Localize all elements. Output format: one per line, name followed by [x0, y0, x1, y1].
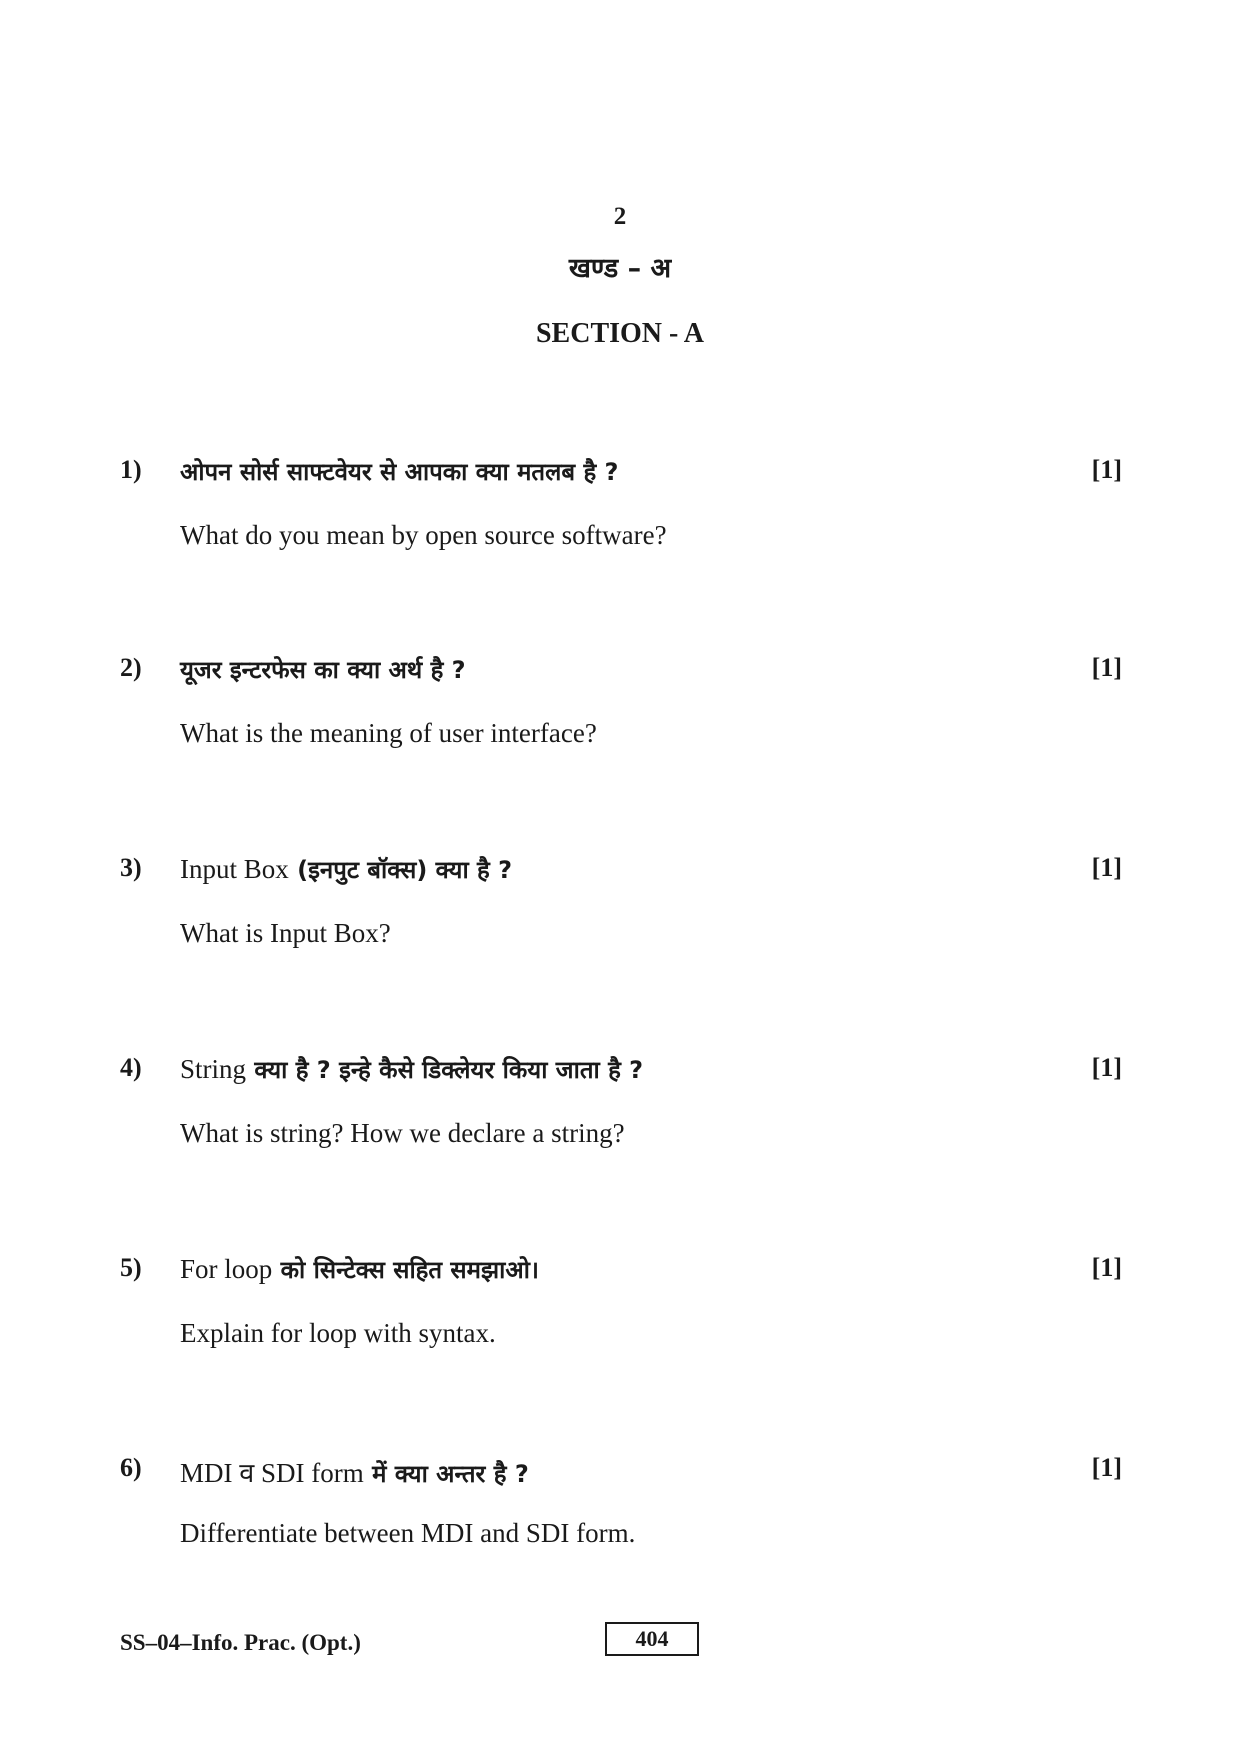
question-latin-prefix: String: [180, 1054, 247, 1084]
question-text-hindi: [180, 853, 512, 886]
question-text-english: Differentiate between MDI and SDI form.: [180, 1518, 636, 1548]
question-hindi-body: को सिन्टेक्स सहित समझाओ।: [280, 1256, 540, 1284]
question-text-hindi: [180, 653, 466, 686]
paper-code: SS–04–Info. Prac. (Opt.): [120, 1630, 361, 1655]
question-number: 5): [120, 1253, 142, 1282]
question-marks: [1]: [1091, 455, 1122, 484]
question-number: 6): [120, 1453, 142, 1482]
question-number: 4): [120, 1053, 142, 1082]
question-1: [0, 455, 1240, 575]
question-marks: [1]: [1091, 653, 1122, 682]
question-number: 3): [120, 853, 142, 882]
question-text-english: What do you mean by open source software?: [180, 520, 667, 550]
question-hindi-body: में क्या अन्तर है ?: [372, 1460, 529, 1488]
question-number: 2): [120, 653, 142, 682]
question-3: [0, 853, 1240, 973]
question-text-hindi: [180, 1053, 643, 1086]
question-6: [0, 1453, 1240, 1573]
question-hindi-body: ओपन सोर्स साफ्टवेयर से आपका क्या मतलब है ?: [180, 458, 619, 486]
question-number: 1): [120, 455, 142, 484]
paper-number-box: 404: [605, 1622, 699, 1656]
section-title-hindi: खण्ड – अ: [568, 253, 672, 284]
question-4: [0, 1053, 1240, 1173]
question-marks: [1]: [1091, 1253, 1122, 1282]
question-text-english: What is the meaning of user interface?: [180, 718, 597, 748]
page-number: 2: [613, 203, 627, 230]
section-title-english: SECTION - A: [535, 318, 705, 349]
question-5: [0, 1253, 1240, 1373]
question-text-hindi: [180, 1253, 539, 1286]
question-text-english: Explain for loop with syntax.: [180, 1318, 496, 1348]
question-hindi-body: यूजर इन्टरफेस का क्या अर्थ है ?: [180, 656, 466, 684]
question-text-hindi: [180, 1453, 529, 1490]
question-latin-prefix: For loop: [180, 1254, 273, 1284]
question-text-hindi: [180, 455, 618, 488]
question-text-english: What is string? How we declare a string?: [180, 1118, 625, 1148]
question-marks: [1]: [1091, 1053, 1122, 1082]
question-latin-prefix: MDI व SDI form: [180, 1458, 364, 1488]
question-marks: [1]: [1091, 1453, 1122, 1482]
question-marks: [1]: [1091, 853, 1122, 882]
question-hindi-body: (इनपुट बॉक्स) क्या है ?: [297, 856, 513, 884]
question-hindi-body: क्या है ? इन्हे कैसे डिक्लेयर किया जाता है ?: [254, 1056, 644, 1084]
question-2: [0, 653, 1240, 773]
question-text-english: What is Input Box?: [180, 918, 391, 948]
question-latin-prefix: Input Box: [180, 854, 289, 884]
